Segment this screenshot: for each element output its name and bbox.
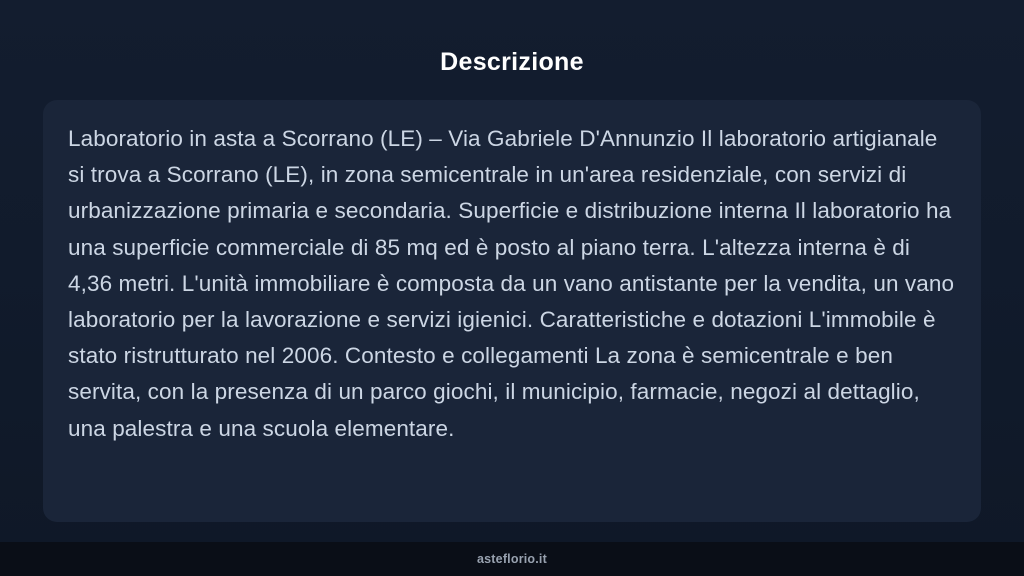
footer-bar xyxy=(0,542,1024,576)
page-title: Descrizione xyxy=(440,48,584,76)
description-text: Laboratorio in asta a Scorrano (LE) – Via Gabriele D'Annunzio Il laboratorio artigianale si trova a Scorrano (LE), in zona semicentrale in un'area residenziale, con servizi di urbanizzazione primaria e secondaria. Superficie e distribuzione interna Il laboratorio ha una superficie commerciale di 85 mq ed è posto al piano terra. L'altezza interna è di 4,36 metri. L'unità immobiliare è composta da un vano antistante per la vendita, un vano laboratorio per la lavorazione e servizi igienici. Caratteristiche e dotazioni L'immobile è stato ristrutturato nel 2006. Contesto e collegamenti La zona è semicentrale e ben servita, con la presenza di un parco giochi, il municipio, farmacie, negozi al dettaglio, una palestra e una scuola elementare. xyxy=(68,126,955,441)
site-label: asteflorio.it xyxy=(477,552,547,566)
description-card xyxy=(43,100,981,522)
